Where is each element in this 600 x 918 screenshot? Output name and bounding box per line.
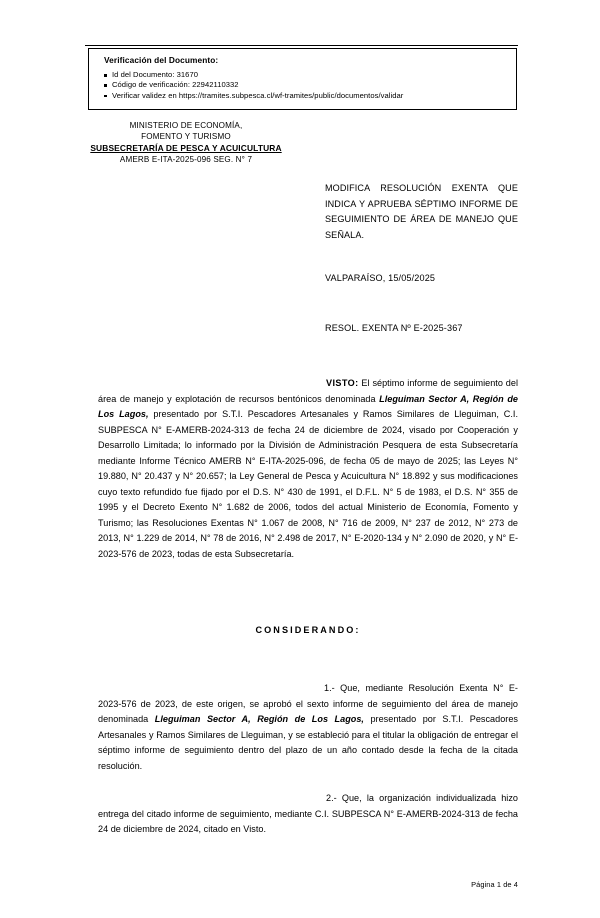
- visto-area-name: Lleguiman Sector A, Región de Los Lagos,: [98, 393, 518, 420]
- verification-item-url: Verificar validez en https://tramites.subpesca.cl/wf-tramites/public/documentos/validar: [101, 91, 516, 101]
- considerando-2-number: 2.-: [326, 793, 337, 803]
- considerando-1-number: 1.-: [324, 683, 335, 693]
- verification-title: Verificación del Documento:: [104, 55, 219, 65]
- ministry-line-2: FOMENTO Y TURISMO: [141, 132, 231, 142]
- considerando-heading: CONSIDERANDO:: [255, 625, 361, 635]
- visto-text-after-area: presentado por S.T.I. Pescadores Artesanales y Ramos Similares de Lleguiman, C.I. SUBPESCA N° E-AMERB-2024-313 de fecha 24 de diciembre de 2024, visado por Cooperación y Desarrollo Limitada; lo informado por la División de Administración Pesquera de esta Subsecretaría mediante Informe Técnico AMERB N° E-ITA-2025-096, de fecha 05 de mayo de 2025; las Leyes N° 19.880, N° 20.437 y N° 20.657; la Ley General de Pesca y Acuicultura N° 18.892 y sus modificaciones cuyo texto refundido fue fijado por el D.S. N° 430 de 1991, el D.F.L. N° 5 de 1983, el D.S. N° 355 de 1995 y el Decreto Exento N° 1.682 de 2006, todos del actual Ministerio de Economía, Fomento y Turismo; las Resoluciones Exentas N° 1.067 de 2008, N° 716 de 2009, N° 237 de 2012, N° 273 de 2013, N° 1.229 de 2014, N° 78 de 2016, N° 2.498 de 2017, N° E-2020-134 y N° 2.090 de 2020, y N° E-2023-576 de 2023, todas de esta Subsecretaría.: [98, 409, 518, 560]
- place-and-date: VALPARAÍSO, 15/05/2025: [325, 273, 436, 283]
- verification-box: [88, 48, 517, 110]
- considerando-item-1: [98, 681, 518, 774]
- visto-text-before-area: El séptimo informe de seguimiento del área de manejo y explotación de recursos bentónicos denominada: [98, 378, 518, 404]
- resolution-number: RESOL. EXENTA Nº E-2025-367: [325, 323, 463, 333]
- ministry-header: [40, 120, 332, 166]
- visto-paragraph: [98, 376, 518, 563]
- verification-item-code: Código de verificación: 22942110332: [101, 80, 516, 90]
- considerando-item-2: [98, 791, 518, 838]
- considerando-1-text-after-area: presentado por S.T.I. Pescadores Artesanales y Ramos Similares de Lleguiman, y se estableció para el titular la obligación de entregar el séptimo informe de seguimiento dentro del plazo de un año contado desde la fecha de la citada resolución.: [98, 714, 518, 771]
- considerando-2-text: Que, la organización individualizada hizo entrega del citado informe de seguimiento, mediante C.I. SUBPESCA N° E-AMERB-2024-313 de fecha 24 de diciembre de 2024, citado en Visto.: [98, 793, 518, 835]
- page-footer: Página 1 de 4: [471, 880, 518, 889]
- visto-keyword: VISTO:: [326, 378, 359, 388]
- considerando-1-text-before-area: Que, mediante Resolución Exenta N° E-2023-576 de 2023, de este origen, se aprobó el sexto informe de seguimiento del área de manejo denominada: [98, 683, 518, 725]
- ministry-line-1: MINISTERIO DE ECONOMÍA,: [129, 121, 243, 130]
- verification-item-document-id: Id del Documento: 31670: [101, 70, 516, 80]
- amerb-reference-line: AMERB E-ITA-2025-096 SEG. N° 7: [119, 155, 253, 165]
- document-title: MODIFICA RESOLUCIÓN EXENTA QUE INDICA Y APRUEBA SÉPTIMO INFORME DE SEGUIMIENTO DE ÁREA DE MANEJO QUE SEÑALA.: [325, 183, 518, 240]
- header-divider: [85, 45, 518, 46]
- subsecretaria-line: SUBSECRETARÍA DE PESCA Y ACUICULTURA: [90, 142, 282, 153]
- verification-list: [101, 70, 516, 101]
- considerando-1-area-name: Lleguiman Sector A, Región de Los Lagos,: [154, 714, 364, 725]
